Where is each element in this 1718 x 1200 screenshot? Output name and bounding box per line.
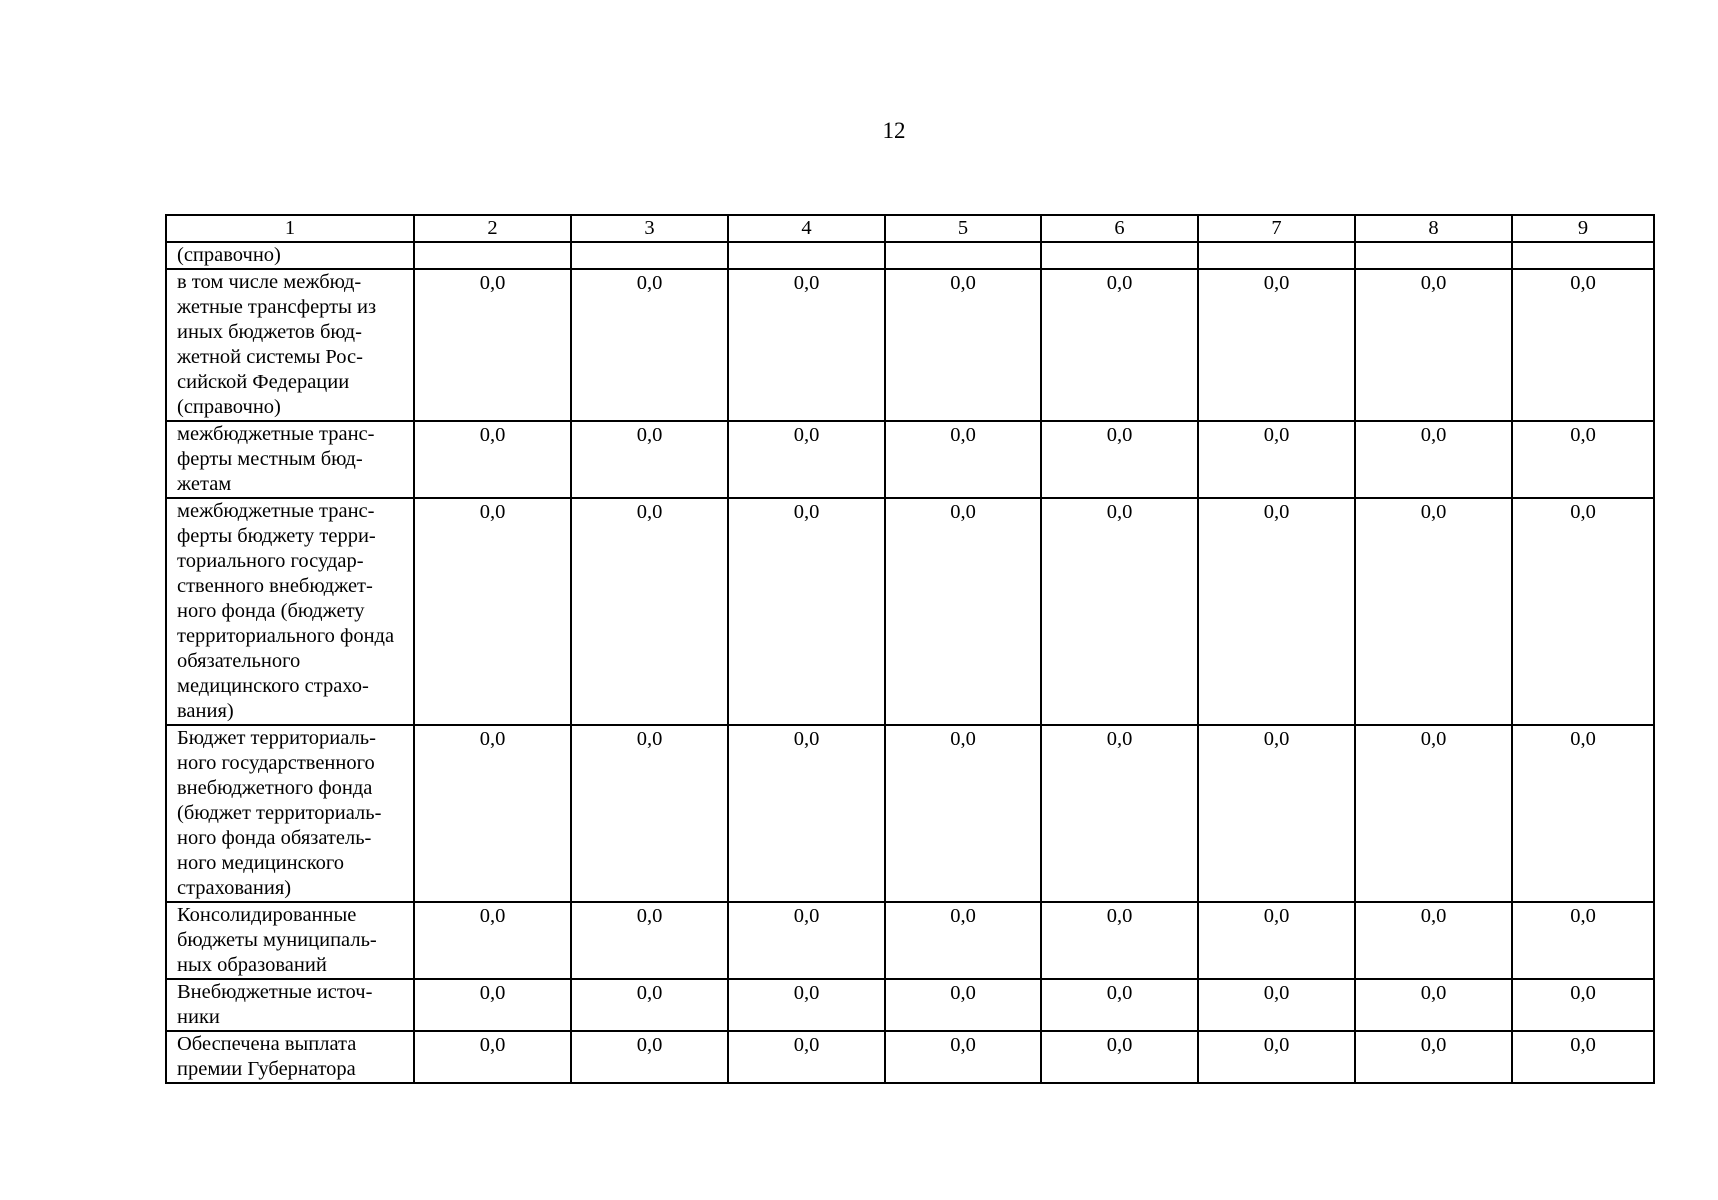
value-cell: 0,0	[1041, 269, 1198, 421]
column-header: 2	[414, 215, 571, 242]
value-cell: 0,0	[1355, 979, 1512, 1031]
value-cell: 0,0	[1355, 1031, 1512, 1083]
value-cell: 0,0	[1512, 979, 1654, 1031]
empty-cell	[414, 242, 571, 269]
value-cell: 0,0	[1355, 498, 1512, 725]
empty-cell	[571, 242, 728, 269]
empty-cell	[728, 242, 885, 269]
row-label: (справочно)	[166, 242, 414, 269]
row-label: в том числе межбюд-жетные трансферты из иных бюджетов бюд-жетной системы Рос-сийской Федерации (справочно)	[166, 269, 414, 421]
value-cell: 0,0	[1041, 421, 1198, 498]
value-cell: 0,0	[414, 902, 571, 979]
value-cell: 0,0	[1041, 498, 1198, 725]
value-cell: 0,0	[414, 269, 571, 421]
row-label: Внебюджетные источ-ники	[166, 979, 414, 1031]
table-row	[166, 269, 1654, 421]
value-cell: 0,0	[1198, 725, 1355, 902]
row-label: межбюджетные транс-ферты местным бюд-жетам	[166, 421, 414, 498]
value-cell: 0,0	[1198, 902, 1355, 979]
value-cell: 0,0	[885, 725, 1041, 902]
value-cell: 0,0	[1355, 902, 1512, 979]
table-row	[166, 242, 1654, 269]
column-header: 6	[1041, 215, 1198, 242]
value-cell: 0,0	[1198, 421, 1355, 498]
row-label: Консолидированные бюджеты муниципаль-ных образований	[166, 902, 414, 979]
empty-cell	[885, 242, 1041, 269]
value-cell: 0,0	[1198, 498, 1355, 725]
table-row	[166, 421, 1654, 498]
row-label: Обеспечена выплата премии Губернатора	[166, 1031, 414, 1083]
column-header: 7	[1198, 215, 1355, 242]
value-cell: 0,0	[1198, 979, 1355, 1031]
value-cell: 0,0	[571, 725, 728, 902]
value-cell: 0,0	[885, 902, 1041, 979]
table-row	[166, 979, 1654, 1031]
value-cell: 0,0	[571, 902, 728, 979]
table-row	[166, 902, 1654, 979]
value-cell: 0,0	[571, 421, 728, 498]
value-cell: 0,0	[728, 498, 885, 725]
empty-cell	[1355, 242, 1512, 269]
table-row	[166, 498, 1654, 725]
column-header: 5	[885, 215, 1041, 242]
value-cell: 0,0	[728, 421, 885, 498]
value-cell: 0,0	[1041, 1031, 1198, 1083]
value-cell: 0,0	[414, 979, 571, 1031]
column-header: 3	[571, 215, 728, 242]
table-row	[166, 725, 1654, 902]
value-cell: 0,0	[1355, 269, 1512, 421]
value-cell: 0,0	[728, 902, 885, 979]
value-cell: 0,0	[414, 1031, 571, 1083]
value-cell: 0,0	[1512, 1031, 1654, 1083]
value-cell: 0,0	[885, 498, 1041, 725]
value-cell: 0,0	[1198, 269, 1355, 421]
column-header: 4	[728, 215, 885, 242]
value-cell: 0,0	[1512, 725, 1654, 902]
value-cell: 0,0	[1512, 498, 1654, 725]
value-cell: 0,0	[1041, 725, 1198, 902]
value-cell: 0,0	[1355, 725, 1512, 902]
value-cell: 0,0	[1198, 1031, 1355, 1083]
table-row	[166, 1031, 1654, 1083]
value-cell: 0,0	[1512, 902, 1654, 979]
value-cell: 0,0	[728, 1031, 885, 1083]
budget-table	[165, 214, 1655, 1084]
value-cell: 0,0	[885, 979, 1041, 1031]
value-cell: 0,0	[414, 725, 571, 902]
empty-cell	[1512, 242, 1654, 269]
value-cell: 0,0	[728, 725, 885, 902]
value-cell: 0,0	[1512, 421, 1654, 498]
value-cell: 0,0	[1355, 421, 1512, 498]
value-cell: 0,0	[571, 269, 728, 421]
value-cell: 0,0	[728, 269, 885, 421]
column-header: 9	[1512, 215, 1654, 242]
row-label: Бюджет территориаль-ного государственного внебюджетного фонда (бюджет территориаль-ного фонда обязатель-ного медицинского страхования)	[166, 725, 414, 902]
value-cell: 0,0	[571, 979, 728, 1031]
value-cell: 0,0	[1041, 902, 1198, 979]
header-row	[166, 215, 1654, 242]
value-cell: 0,0	[571, 498, 728, 725]
value-cell: 0,0	[885, 421, 1041, 498]
value-cell: 0,0	[571, 1031, 728, 1083]
page-number: 12	[882, 118, 906, 143]
value-cell: 0,0	[728, 979, 885, 1031]
value-cell: 0,0	[1512, 269, 1654, 421]
row-label: межбюджетные транс-ферты бюджету терри-ториального государ-ственного внебюджет-ного фонда (бюджету территориального фонда обязательного медицинского страхо-вания)	[166, 498, 414, 725]
column-header: 1	[166, 215, 414, 242]
value-cell: 0,0	[1041, 979, 1198, 1031]
value-cell: 0,0	[414, 498, 571, 725]
empty-cell	[1198, 242, 1355, 269]
value-cell: 0,0	[885, 1031, 1041, 1083]
value-cell: 0,0	[885, 269, 1041, 421]
column-header: 8	[1355, 215, 1512, 242]
empty-cell	[1041, 242, 1198, 269]
value-cell: 0,0	[414, 421, 571, 498]
